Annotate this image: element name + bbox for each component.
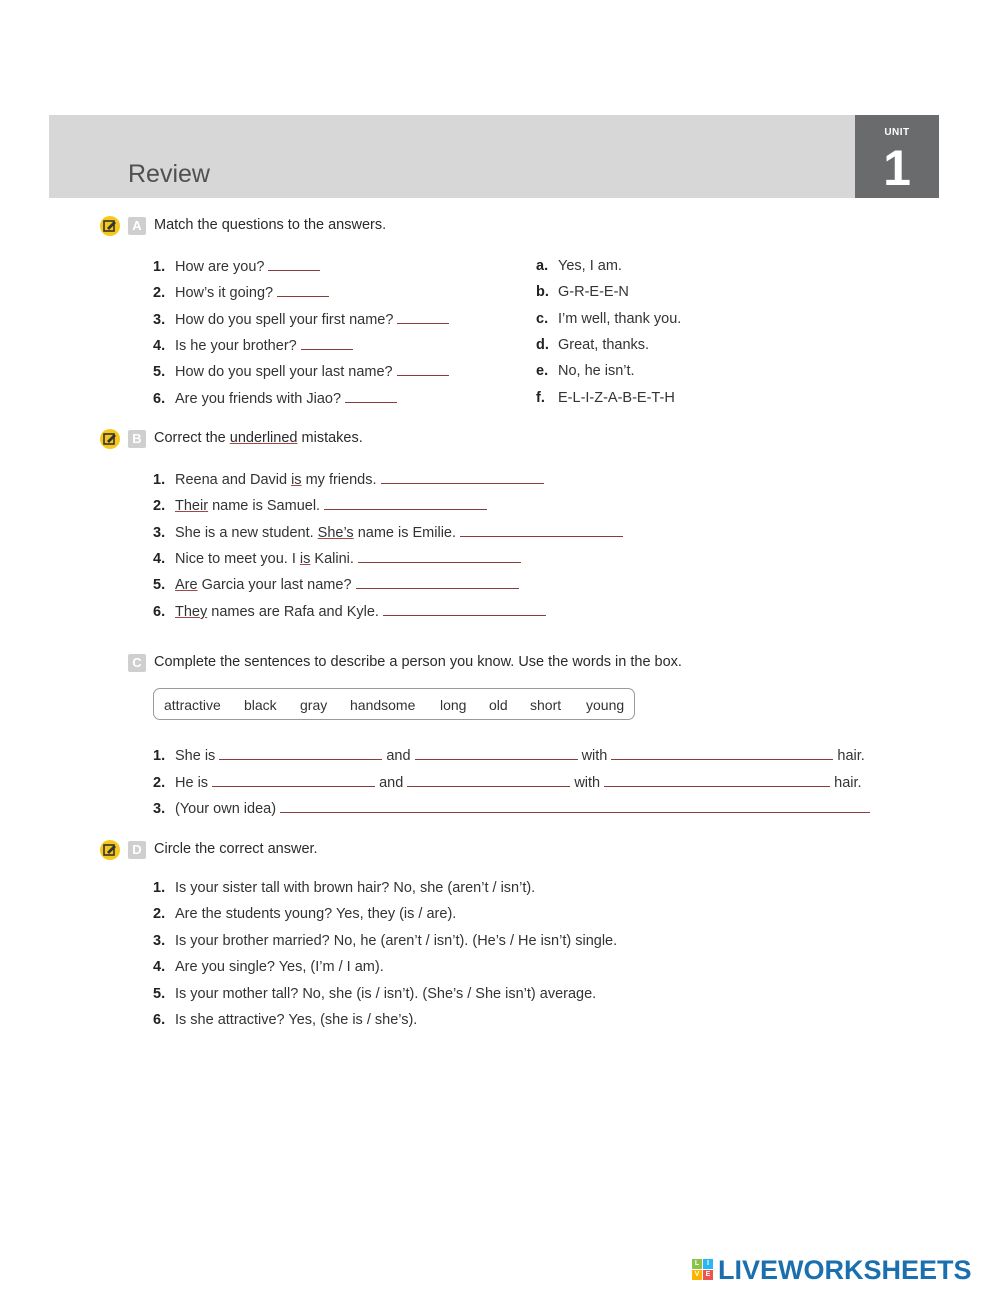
answer-blank[interactable] bbox=[397, 361, 449, 376]
sentence-item: 1. She is and with hair. bbox=[153, 745, 865, 765]
answer-blank[interactable] bbox=[301, 335, 353, 350]
word-box-item: old bbox=[489, 697, 508, 713]
question-item: 3. How do you spell your first name? bbox=[153, 309, 449, 329]
section-letter-badge: A bbox=[128, 217, 146, 235]
correction-item: 5. Are Garcia your last name? bbox=[153, 574, 519, 594]
circle-answer-item[interactable]: 5. Is your mother tall? No, she (is / isn’t). (She’s / She isn’t) average. bbox=[153, 986, 597, 1002]
section-c-instruction: Complete the sentences to describe a person you know. Use the words in the box. bbox=[154, 654, 682, 670]
question-item: 2. How’s it going? bbox=[153, 282, 329, 302]
circle-answer-item[interactable]: 2. Are the students young? Yes, they (is / are). bbox=[153, 906, 457, 922]
word-box-item: attractive bbox=[164, 697, 221, 713]
page-title: Review bbox=[128, 160, 210, 188]
section-letter-badge: C bbox=[128, 654, 146, 672]
answer-option: f. E-L-I-Z-A-B-E-T-H bbox=[536, 390, 675, 406]
answer-blank[interactable] bbox=[397, 309, 449, 324]
sentence-item: 3. (Your own idea) bbox=[153, 798, 870, 818]
answer-option: c. I’m well, thank you. bbox=[536, 311, 682, 327]
answer-option: a. Yes, I am. bbox=[536, 258, 622, 274]
correction-item: 4. Nice to meet you. I is Kalini. bbox=[153, 548, 521, 568]
unit-badge bbox=[855, 115, 939, 198]
circle-answer-item[interactable]: 4. Are you single? Yes, (I’m / I am). bbox=[153, 959, 384, 975]
correction-item: 1. Reena and David is my friends. bbox=[153, 469, 544, 489]
word-box-item: handsome bbox=[350, 697, 416, 713]
question-item: 4. Is he your brother? bbox=[153, 335, 353, 355]
section-b-instruction: Correct the underlined mistakes. bbox=[154, 430, 363, 446]
own-idea-blank[interactable] bbox=[280, 798, 870, 813]
correction-blank[interactable] bbox=[383, 601, 546, 616]
pencil-icon bbox=[100, 429, 120, 449]
pencil-icon bbox=[100, 216, 120, 236]
correction-item: 3. She is a new student. She’s name is Emilie. bbox=[153, 522, 623, 542]
answer-option: b. G-R-E-E-N bbox=[536, 284, 629, 300]
unit-number: 1 bbox=[883, 140, 911, 196]
answer-option: e. No, he isn’t. bbox=[536, 363, 635, 379]
correction-item: 2. Their name is Samuel. bbox=[153, 495, 487, 515]
word-box-item: young bbox=[586, 697, 625, 713]
section-letter-badge: D bbox=[128, 841, 146, 859]
adjective-blank[interactable] bbox=[219, 745, 382, 760]
pencil-icon bbox=[100, 840, 120, 860]
sentence-item: 2. He is and with hair. bbox=[153, 772, 862, 792]
word-box-item: black bbox=[244, 697, 277, 713]
circle-answer-item[interactable]: 3. Is your brother married? No, he (aren’t / isn’t). (He’s / He isn’t) single. bbox=[153, 933, 618, 949]
correction-blank[interactable] bbox=[358, 548, 521, 563]
word-box-item: gray bbox=[300, 697, 328, 713]
question-item: 5. How do you spell your last name? bbox=[153, 361, 449, 381]
adjective-blank[interactable] bbox=[611, 745, 833, 760]
answer-blank[interactable] bbox=[268, 256, 320, 271]
question-item: 1. How are you? bbox=[153, 256, 320, 276]
section-d-instruction: Circle the correct answer. bbox=[154, 841, 318, 857]
question-item: 6. Are you friends with Jiao? bbox=[153, 388, 397, 408]
logo-text: LIVEWORKSHEETS bbox=[718, 1255, 972, 1285]
circle-answer-item[interactable]: 1. Is your sister tall with brown hair? No, she (aren’t / isn’t). bbox=[153, 880, 536, 896]
adjective-blank[interactable] bbox=[415, 745, 578, 760]
section-a-instruction: Match the questions to the answers. bbox=[154, 217, 387, 233]
word-box bbox=[153, 688, 635, 720]
correction-blank[interactable] bbox=[324, 495, 487, 510]
correction-blank[interactable] bbox=[381, 469, 544, 484]
answer-blank[interactable] bbox=[277, 282, 329, 297]
word-box-item: long bbox=[440, 697, 467, 713]
adjective-blank[interactable] bbox=[604, 772, 830, 787]
unit-label: UNIT bbox=[884, 127, 910, 138]
section-letter-badge: B bbox=[128, 430, 146, 448]
adjective-blank[interactable] bbox=[407, 772, 570, 787]
circle-answer-item[interactable]: 6. Is she attractive? Yes, (she is / she’s). bbox=[153, 1012, 418, 1028]
answer-option: d. Great, thanks. bbox=[536, 337, 650, 353]
correction-item: 6. They names are Rafa and Kyle. bbox=[153, 601, 546, 621]
word-box-item: short bbox=[530, 697, 562, 713]
logo-mark-icon: L I V E bbox=[692, 1259, 714, 1281]
correction-blank[interactable] bbox=[460, 522, 623, 537]
adjective-blank[interactable] bbox=[212, 772, 375, 787]
correction-blank[interactable] bbox=[356, 574, 519, 589]
answer-blank[interactable] bbox=[345, 388, 397, 403]
